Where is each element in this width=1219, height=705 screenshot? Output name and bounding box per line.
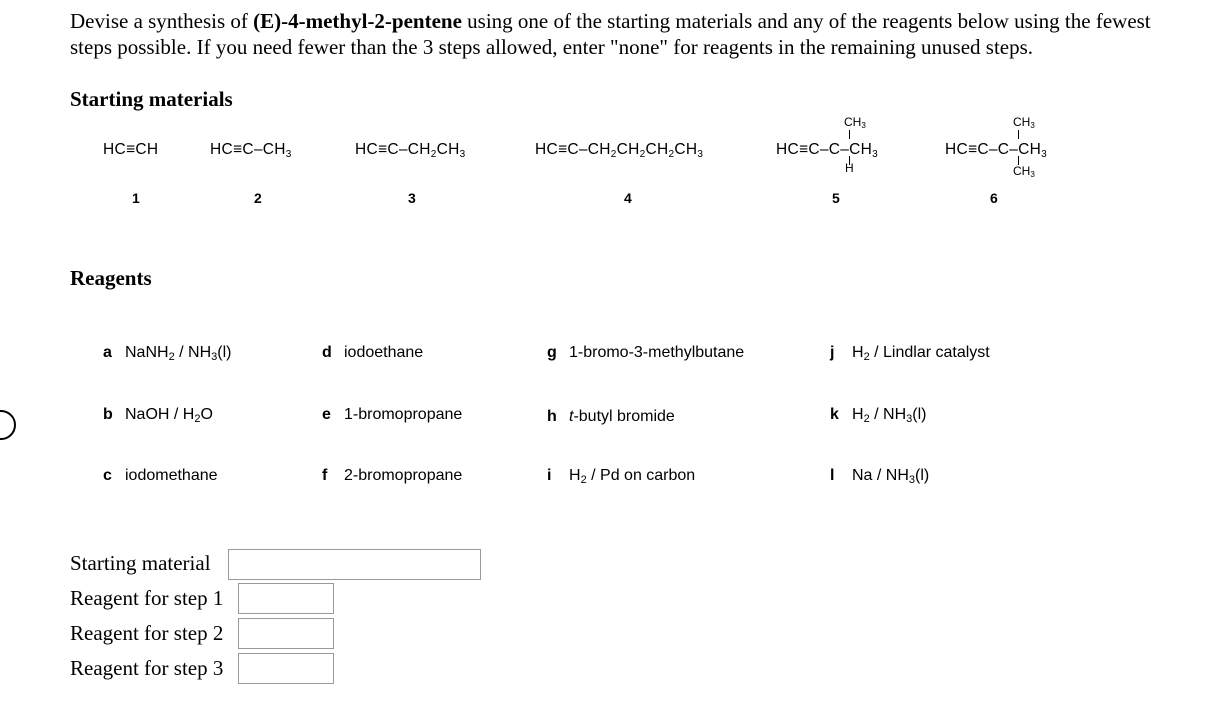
reagent-step1-input[interactable] [238,583,334,614]
reagent-step1-label: Reagent for step 1 [70,586,224,610]
reagent-c: c iodomethane [103,467,218,484]
starting-material-1-structure: HC≡CH [103,141,159,158]
starting-material-4-structure: $HC\equiv C-CH_2CH_2CH_2CH_3$ [535,141,704,160]
reagent-step3-label: Reagent for step 3 [70,656,224,680]
sm5-top-bond [849,130,850,139]
starting-material-6-number: 6 [990,190,998,206]
question-text [70,8,1180,60]
starting-material-2-number: 2 [254,190,262,206]
starting-material-1-number: 1 [132,190,140,206]
reagent-e: e 1-bromopropane [322,406,463,423]
starting-material-4-number: 4 [624,190,632,206]
starting-material-label: Starting material [70,551,211,575]
reagent-f: f 2-bromopropane [322,467,463,484]
reagent-step3-input[interactable] [238,653,334,684]
reagent-step2-label: Reagent for step 2 [70,621,224,645]
starting-materials-heading: Starting materials [70,87,233,111]
target-compound: (E)-4-methyl-2-pentene [253,9,462,33]
reagent-i: i $H_2$ / Pd on carbon [547,467,696,486]
reagent-h: h t-butyl bromide [547,408,675,425]
reagents-heading: Reagents [70,266,152,290]
reagent-a: a NaNH$_2$ / $NH_3(l)$ [103,344,232,363]
sm6-top-substituent: $CH_3$ [1013,115,1035,130]
reagent-d: d iodoethane [322,344,424,361]
question-prefix: Devise a synthesis of [70,9,254,33]
sm5-main-chain: $HC\equiv C-C-CH_3$ [776,141,879,160]
sm6-bottom-substituent: $CH_3$ [1013,164,1035,179]
sm6-main-chain: $HC\equiv C-C-CH_3$ [945,141,1048,160]
starting-material-input[interactable] [228,549,481,580]
side-panel-tab[interactable] [0,410,16,440]
starting-material-3-structure: $HC\equiv C-CH_2CH_3$ [355,141,466,160]
starting-material-3-number: 3 [408,190,416,206]
reagent-b: b NaOH / $H_2O$ [103,406,213,425]
sm6-top-bond [1018,130,1019,139]
reagent-k: k $H_2 / NH_3(l)$ [830,406,927,425]
reagent-l: l Na / $NH_3(l)$ [830,467,930,486]
sm5-top-substituent: $CH_3$ [844,115,866,130]
question-suffix: using one of the starting materials and any of the reagents below using the fewest steps possible. If you need fewer than the 3 steps allowed, enter "none" for reagents in the remaining unused steps. [70,9,1151,59]
reagent-j: j $H_2$ / Lindlar catalyst [830,344,990,363]
starting-material-2-structure: $HC\equiv C-CH_3$ [210,141,292,160]
starting-material-5-number: 5 [832,190,840,206]
sm5-bottom-substituent: H [845,161,854,175]
reagent-g: g 1-bromo-3-methylbutane [547,344,745,361]
reagent-step2-input[interactable] [238,618,334,649]
